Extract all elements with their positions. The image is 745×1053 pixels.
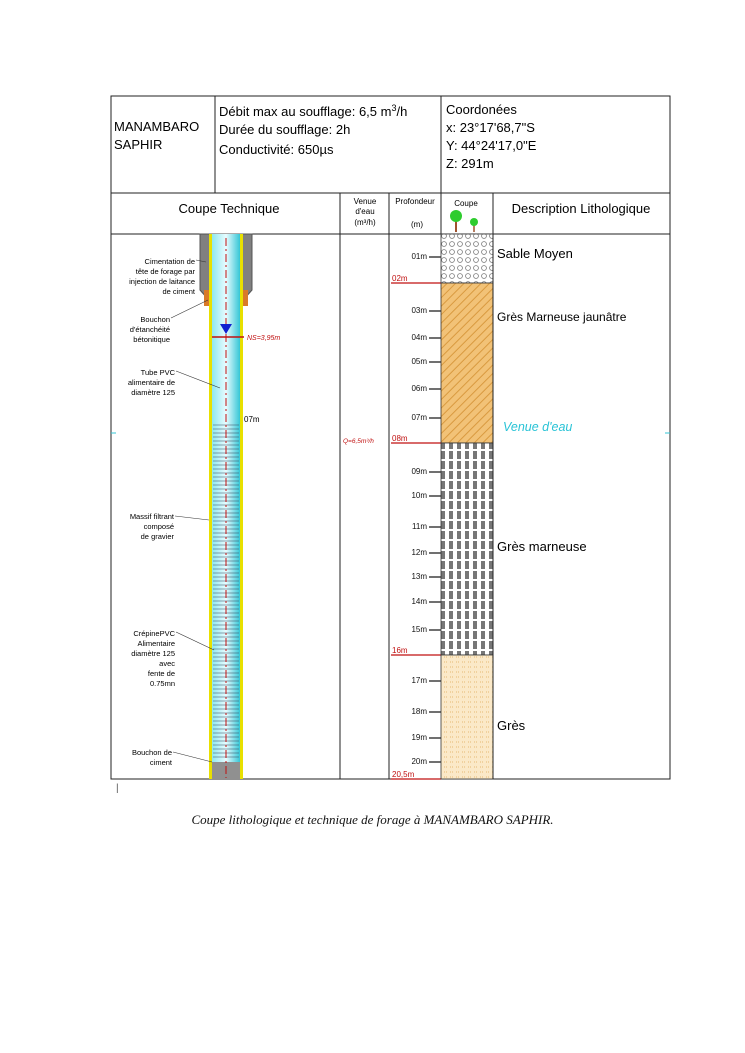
depth-label: 07m <box>411 413 427 422</box>
depth-label: 12m <box>411 548 427 557</box>
depth-label: 08m <box>392 434 408 443</box>
static-level-label: NS=3,95m <box>247 335 281 342</box>
col-technique: Coupe Technique <box>178 201 280 216</box>
svg-text:fente de: fente de <box>147 669 175 678</box>
svg-text:de ciment: de ciment <box>162 287 195 296</box>
layer-description: Grès marneuse <box>497 539 587 554</box>
depth-label: 14m <box>411 597 427 606</box>
svg-text:tête de forage par: tête de forage par <box>135 267 195 276</box>
svg-text:injection de laitance: injection de laitance <box>129 277 195 286</box>
margin-mark: | <box>116 783 119 794</box>
svg-text:bétonitique: bétonitique <box>133 335 170 344</box>
svg-text:diamètre 125: diamètre 125 <box>131 388 175 397</box>
depth-label: 11m <box>412 522 427 531</box>
depth-label: 16m <box>392 646 408 655</box>
col-venue-3: (m³/h) <box>354 218 376 227</box>
coord-title: Coordonées <box>446 102 517 117</box>
depth-label: 17m <box>411 676 427 685</box>
depth-label: 13m <box>411 572 427 581</box>
svg-text:composé: composé <box>143 522 174 531</box>
figure-caption: Coupe lithologique et technique de forage à MANAMBARO SAPHIR. <box>191 812 554 827</box>
depth-label: 18m <box>411 707 427 716</box>
depth-label: 04m <box>411 333 427 342</box>
litho-layer <box>441 443 493 655</box>
depth-label: 05m <box>411 357 427 366</box>
depth-07-label: 07m <box>244 415 260 424</box>
layer-description: Grès Marneuse jaunâtre <box>497 310 627 324</box>
col-profondeur-1: Profondeur <box>395 197 435 206</box>
site-name-line1: MANAMBARO <box>114 119 200 134</box>
depth-label: 10m <box>411 491 427 500</box>
litho-layer <box>441 234 493 283</box>
svg-text:de gravier: de gravier <box>140 532 174 541</box>
venue-eau-label: Venue d'eau <box>503 420 573 434</box>
depth-label: 03m <box>411 306 427 315</box>
q-label: Q=6,5m³/h <box>343 438 374 445</box>
duration-info: Durée du soufflage: 2h <box>219 122 351 137</box>
svg-text:Massif filtrant: Massif filtrant <box>129 512 174 521</box>
depth-label: 01m <box>411 252 427 261</box>
svg-text:Cimentation de: Cimentation de <box>144 257 195 266</box>
depth-label: 19m <box>411 733 427 742</box>
col-profondeur-2: (m) <box>411 220 423 229</box>
svg-text:Tube PVC: Tube PVC <box>140 368 175 377</box>
col-coupe: Coupe <box>454 199 478 208</box>
svg-text:avec: avec <box>159 659 175 668</box>
site-name-line2: SAPHIR <box>114 137 163 152</box>
layer-description: Sable Moyen <box>497 246 573 261</box>
depth-label: 20,5m <box>392 770 415 779</box>
depth-label: 06m <box>411 384 427 393</box>
svg-text:diamètre 125: diamètre 125 <box>131 649 175 658</box>
layer-description: Grès <box>497 718 526 733</box>
svg-text:CrépinePVC: CrépinePVC <box>133 629 175 638</box>
svg-text:Bouchon: Bouchon <box>140 315 170 324</box>
depth-label: 20m <box>411 757 427 766</box>
coord-z: Z: 291m <box>446 156 494 171</box>
technique-annotations <box>128 257 196 767</box>
svg-text:d'étanchéité: d'étanchéité <box>129 325 170 334</box>
depth-label: 09m <box>411 467 427 476</box>
col-venue-2: d'eau <box>355 207 375 216</box>
tree-icon <box>450 210 478 232</box>
svg-text:Bouchon de: Bouchon de <box>131 748 172 757</box>
svg-text:alimentaire de: alimentaire de <box>127 378 175 387</box>
col-venue-1: Venue <box>353 197 377 206</box>
litho-layer <box>441 283 493 443</box>
conductivity-info: Conductivité: 650µs <box>219 142 334 157</box>
coord-y: Y: 44°24'17,0"E <box>446 138 537 153</box>
litho-layer <box>441 655 493 779</box>
frame <box>111 96 670 779</box>
svg-text:0.75mn: 0.75mn <box>149 679 175 688</box>
flow-info: Débit max au soufflage: 6,5 $m^3/h$ <box>219 103 408 119</box>
svg-text:Alimentaire: Alimentaire <box>137 639 175 648</box>
col-description: Description Lithologique <box>511 201 651 216</box>
coord-x: x: 23°17'68,7"S <box>446 120 535 135</box>
svg-text:ciment: ciment <box>149 758 172 767</box>
depth-label: 02m <box>392 274 408 283</box>
depth-label: 15m <box>411 625 427 634</box>
